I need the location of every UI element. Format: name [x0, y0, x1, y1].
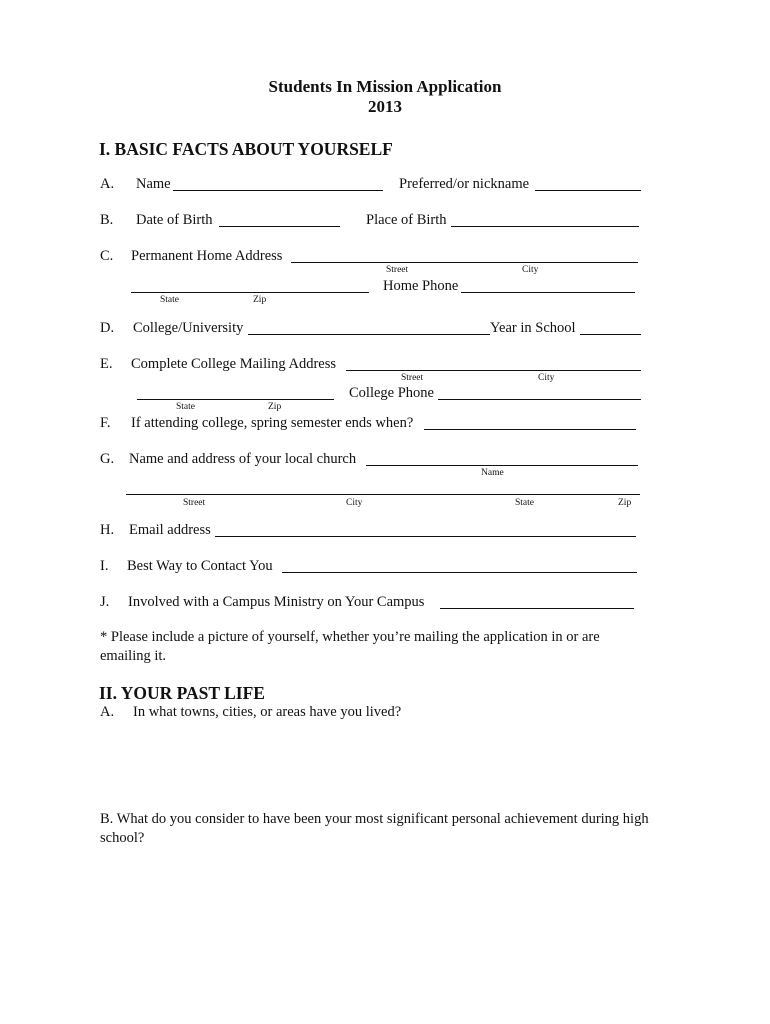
item-b-letter: B. [100, 212, 114, 228]
college-state-zip-field[interactable] [139, 383, 332, 399]
dob-label: Date of Birth [136, 212, 213, 228]
college-phone-field[interactable] [440, 383, 639, 399]
email-field[interactable] [217, 520, 634, 536]
item-e-letter: E. [100, 356, 113, 372]
college-state-caption: State [176, 402, 195, 412]
college-phone-line [438, 399, 641, 400]
home-state-zip-field[interactable] [133, 276, 367, 292]
section-2-heading: II. YOUR PAST LIFE [99, 683, 265, 703]
nickname-label: Preferred/or nickname [399, 176, 530, 192]
name-field[interactable] [175, 174, 381, 190]
nickname-field[interactable] [537, 174, 639, 190]
home-address-field[interactable] [293, 246, 636, 262]
home-phone-label: Home Phone [383, 278, 459, 294]
home-state-zip-line [131, 292, 369, 293]
pob-line [451, 226, 639, 227]
college-line [248, 334, 490, 335]
church-city-caption: City [346, 498, 363, 508]
church-state-caption: State [515, 498, 534, 508]
local-church-label: Name and address of your local church [129, 451, 357, 467]
year-in-school-field[interactable] [582, 318, 639, 334]
email-line [215, 536, 636, 537]
document-year: 2013 [368, 97, 402, 116]
home-state-caption: State [160, 295, 179, 305]
item-j-letter: J. [100, 594, 110, 610]
college-zip-caption: Zip [268, 402, 282, 412]
campus-ministry-field[interactable] [442, 592, 632, 608]
college-address-line [346, 370, 641, 371]
item-2a-letter: A. [100, 704, 115, 720]
picture-note: * Please include a picture of yourself, whether you’re mailing the application in or are emailing it. [100, 629, 600, 664]
item-c-letter: C. [100, 248, 114, 264]
item-a-letter: A. [100, 176, 115, 192]
dob-line [219, 226, 340, 227]
item-i-letter: I. [100, 558, 109, 574]
semester-end-line [424, 429, 636, 430]
home-phone-line [461, 292, 635, 293]
towns-lived-answer[interactable] [100, 726, 644, 806]
church-address-line [126, 494, 640, 495]
name-line [173, 190, 383, 191]
item-h-letter: H. [100, 522, 115, 538]
document-title: Students In Mission Application [268, 77, 502, 96]
college-label: College/University [133, 320, 244, 336]
name-label: Name [136, 176, 171, 192]
semester-end-field[interactable] [426, 413, 634, 429]
college-street-caption: Street [401, 373, 424, 383]
contact-label: Best Way to Contact You [127, 558, 273, 574]
college-address-label: Complete College Mailing Address [131, 356, 336, 372]
item-g-letter: G. [100, 451, 115, 467]
home-street-caption: Street [386, 265, 409, 275]
dob-field[interactable] [221, 210, 338, 226]
church-zip-caption: Zip [618, 498, 632, 508]
college-phone-label: College Phone [349, 385, 434, 401]
contact-line [282, 572, 637, 573]
item-f-letter: F. [100, 415, 111, 431]
church-street-caption: Street [183, 498, 206, 508]
contact-field[interactable] [284, 556, 635, 572]
church-name-field[interactable] [368, 449, 636, 465]
college-address-field[interactable] [348, 354, 639, 370]
church-name-line [366, 465, 638, 466]
achievement-answer[interactable] [100, 852, 644, 996]
section-1-heading: I. BASIC FACTS ABOUT YOURSELF [99, 139, 393, 159]
year-in-school-line [580, 334, 641, 335]
email-label: Email address [129, 522, 211, 538]
home-phone-field[interactable] [463, 276, 633, 292]
college-state-zip-line [137, 399, 334, 400]
towns-lived-label: In what towns, cities, or areas have you lived? [133, 704, 402, 720]
church-name-caption: Name [481, 468, 504, 478]
college-city-caption: City [538, 373, 555, 383]
item-d-letter: D. [100, 320, 115, 336]
year-in-school-label: Year in School [490, 320, 576, 336]
nickname-line [535, 190, 641, 191]
home-city-caption: City [522, 265, 539, 275]
home-address-line [291, 262, 638, 263]
pob-field[interactable] [453, 210, 637, 226]
church-address-field[interactable] [128, 478, 638, 494]
campus-ministry-label: Involved with a Campus Ministry on Your Campus [128, 594, 425, 610]
achievement-question: B. What do you consider to have been your most significant personal achievement during high school? [100, 811, 649, 846]
campus-ministry-line [440, 608, 634, 609]
home-zip-caption: Zip [253, 295, 267, 305]
college-field[interactable] [250, 318, 488, 334]
semester-end-label: If attending college, spring semester ends when? [131, 415, 414, 431]
pob-label: Place of Birth [366, 212, 447, 228]
home-address-label: Permanent Home Address [131, 248, 283, 264]
